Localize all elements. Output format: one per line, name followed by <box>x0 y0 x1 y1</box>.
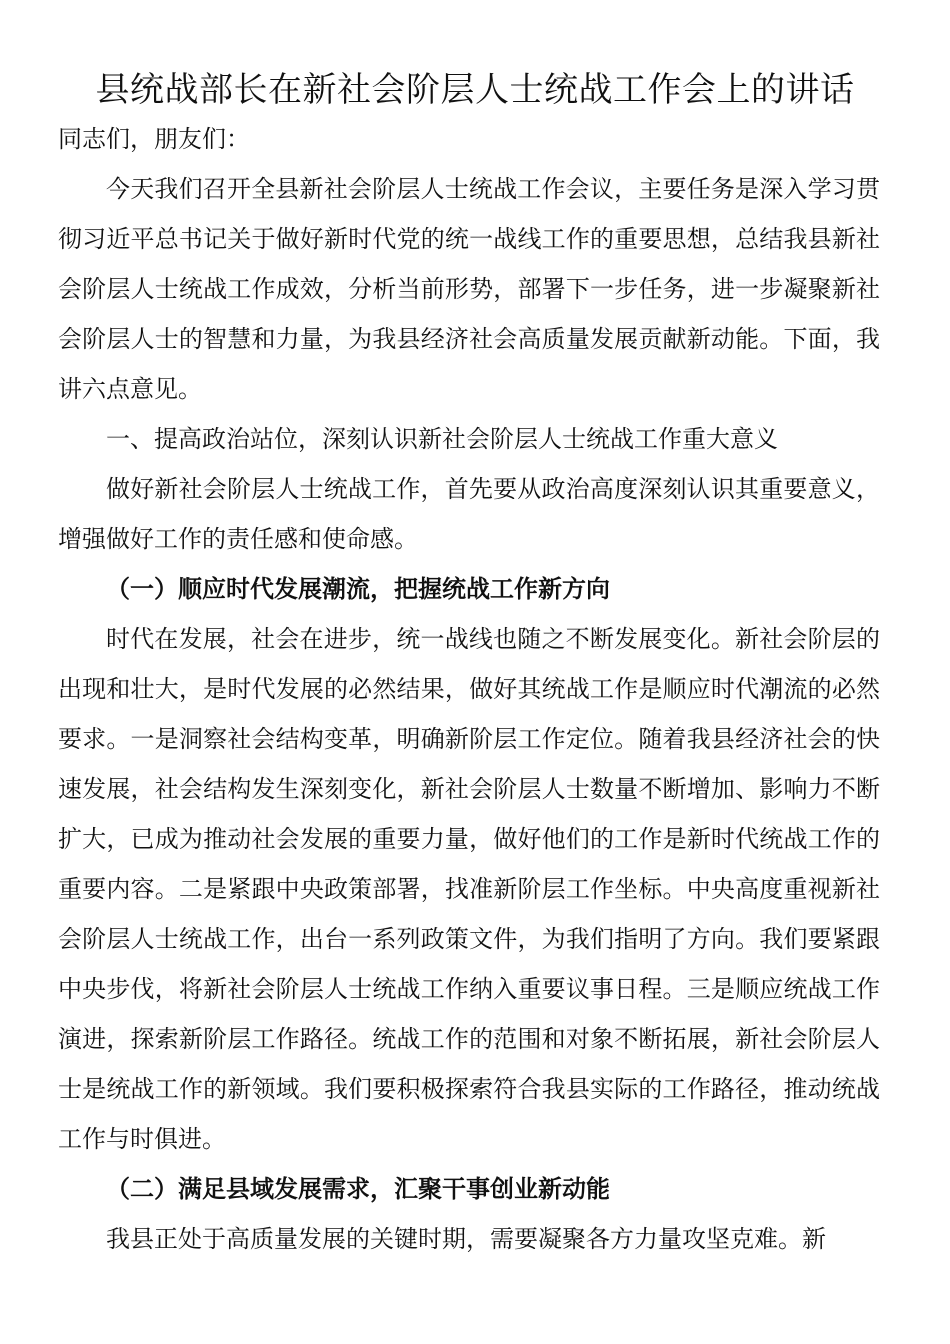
paragraph-section-1: 做好新社会阶层人士统战工作，首先要从政治高度深刻认识其重要意义，增强做好工作的责任感和使命感。 <box>58 475 880 553</box>
paragraph-intro: 今天我们召开全县新社会阶层人士统战工作会议，主要任务是深入学习贯彻习近平总书记关于做好新时代党的统一战线工作的重要思想，总结我县新社会阶层人士统战工作成效，分析当前形势，部署下一步任务，进一步凝聚新社会阶层人士的智慧和力量，为我县经济社会高质量发展贡献新动能。下面，我讲六点意见。 <box>58 175 880 403</box>
subsection-heading-2: （二）满足县域发展需求，汇聚干事创业新动能 <box>106 1175 610 1203</box>
document-title: 县统战部长在新社会阶层人士统战工作会上的讲话 <box>95 70 855 110</box>
subsection-heading-1: （一）顺应时代发展潮流，把握统战工作新方向 <box>106 575 610 603</box>
salutation: 同志们，朋友们： <box>58 125 250 153</box>
document-body <box>58 114 880 1264</box>
paragraph-subsection-1: 时代在发展，社会在进步，统一战线也随之不断发展变化。新社会阶层的出现和壮大，是时代发展的必然结果，做好其统战工作是顺应时代潮流的必然要求。一是洞察社会结构变革，明确新阶层工作定位。随着我县经济社会的快速发展，社会结构发生深刻变化，新社会阶层人士数量不断增加、影响力不断扩大，已成为推动社会发展的重要力量，做好他们的工作是新时代统战工作的重要内容。二是紧跟中央政策部署，找准新阶层工作坐标。中央高度重视新社会阶层人士统战工作，出台一系列政策文件，为我们指明了方向。我们要紧跟中央步伐，将新社会阶层人士统战工作纳入重要议事日程。三是顺应统战工作演进，探索新阶层工作路径。统战工作的范围和对象不断拓展，新社会阶层人士是统战工作的新领域。我们要积极探索符合我县实际的工作路径，推动统战工作与时俱进。 <box>58 625 880 1153</box>
paragraph-subsection-2: 我县正处于高质量发展的关键时期，需要凝聚各方力量攻坚克难。新 <box>106 1225 826 1253</box>
section-heading-1: 一、提高政治站位，深刻认识新社会阶层人士统战工作重大意义 <box>106 425 778 453</box>
